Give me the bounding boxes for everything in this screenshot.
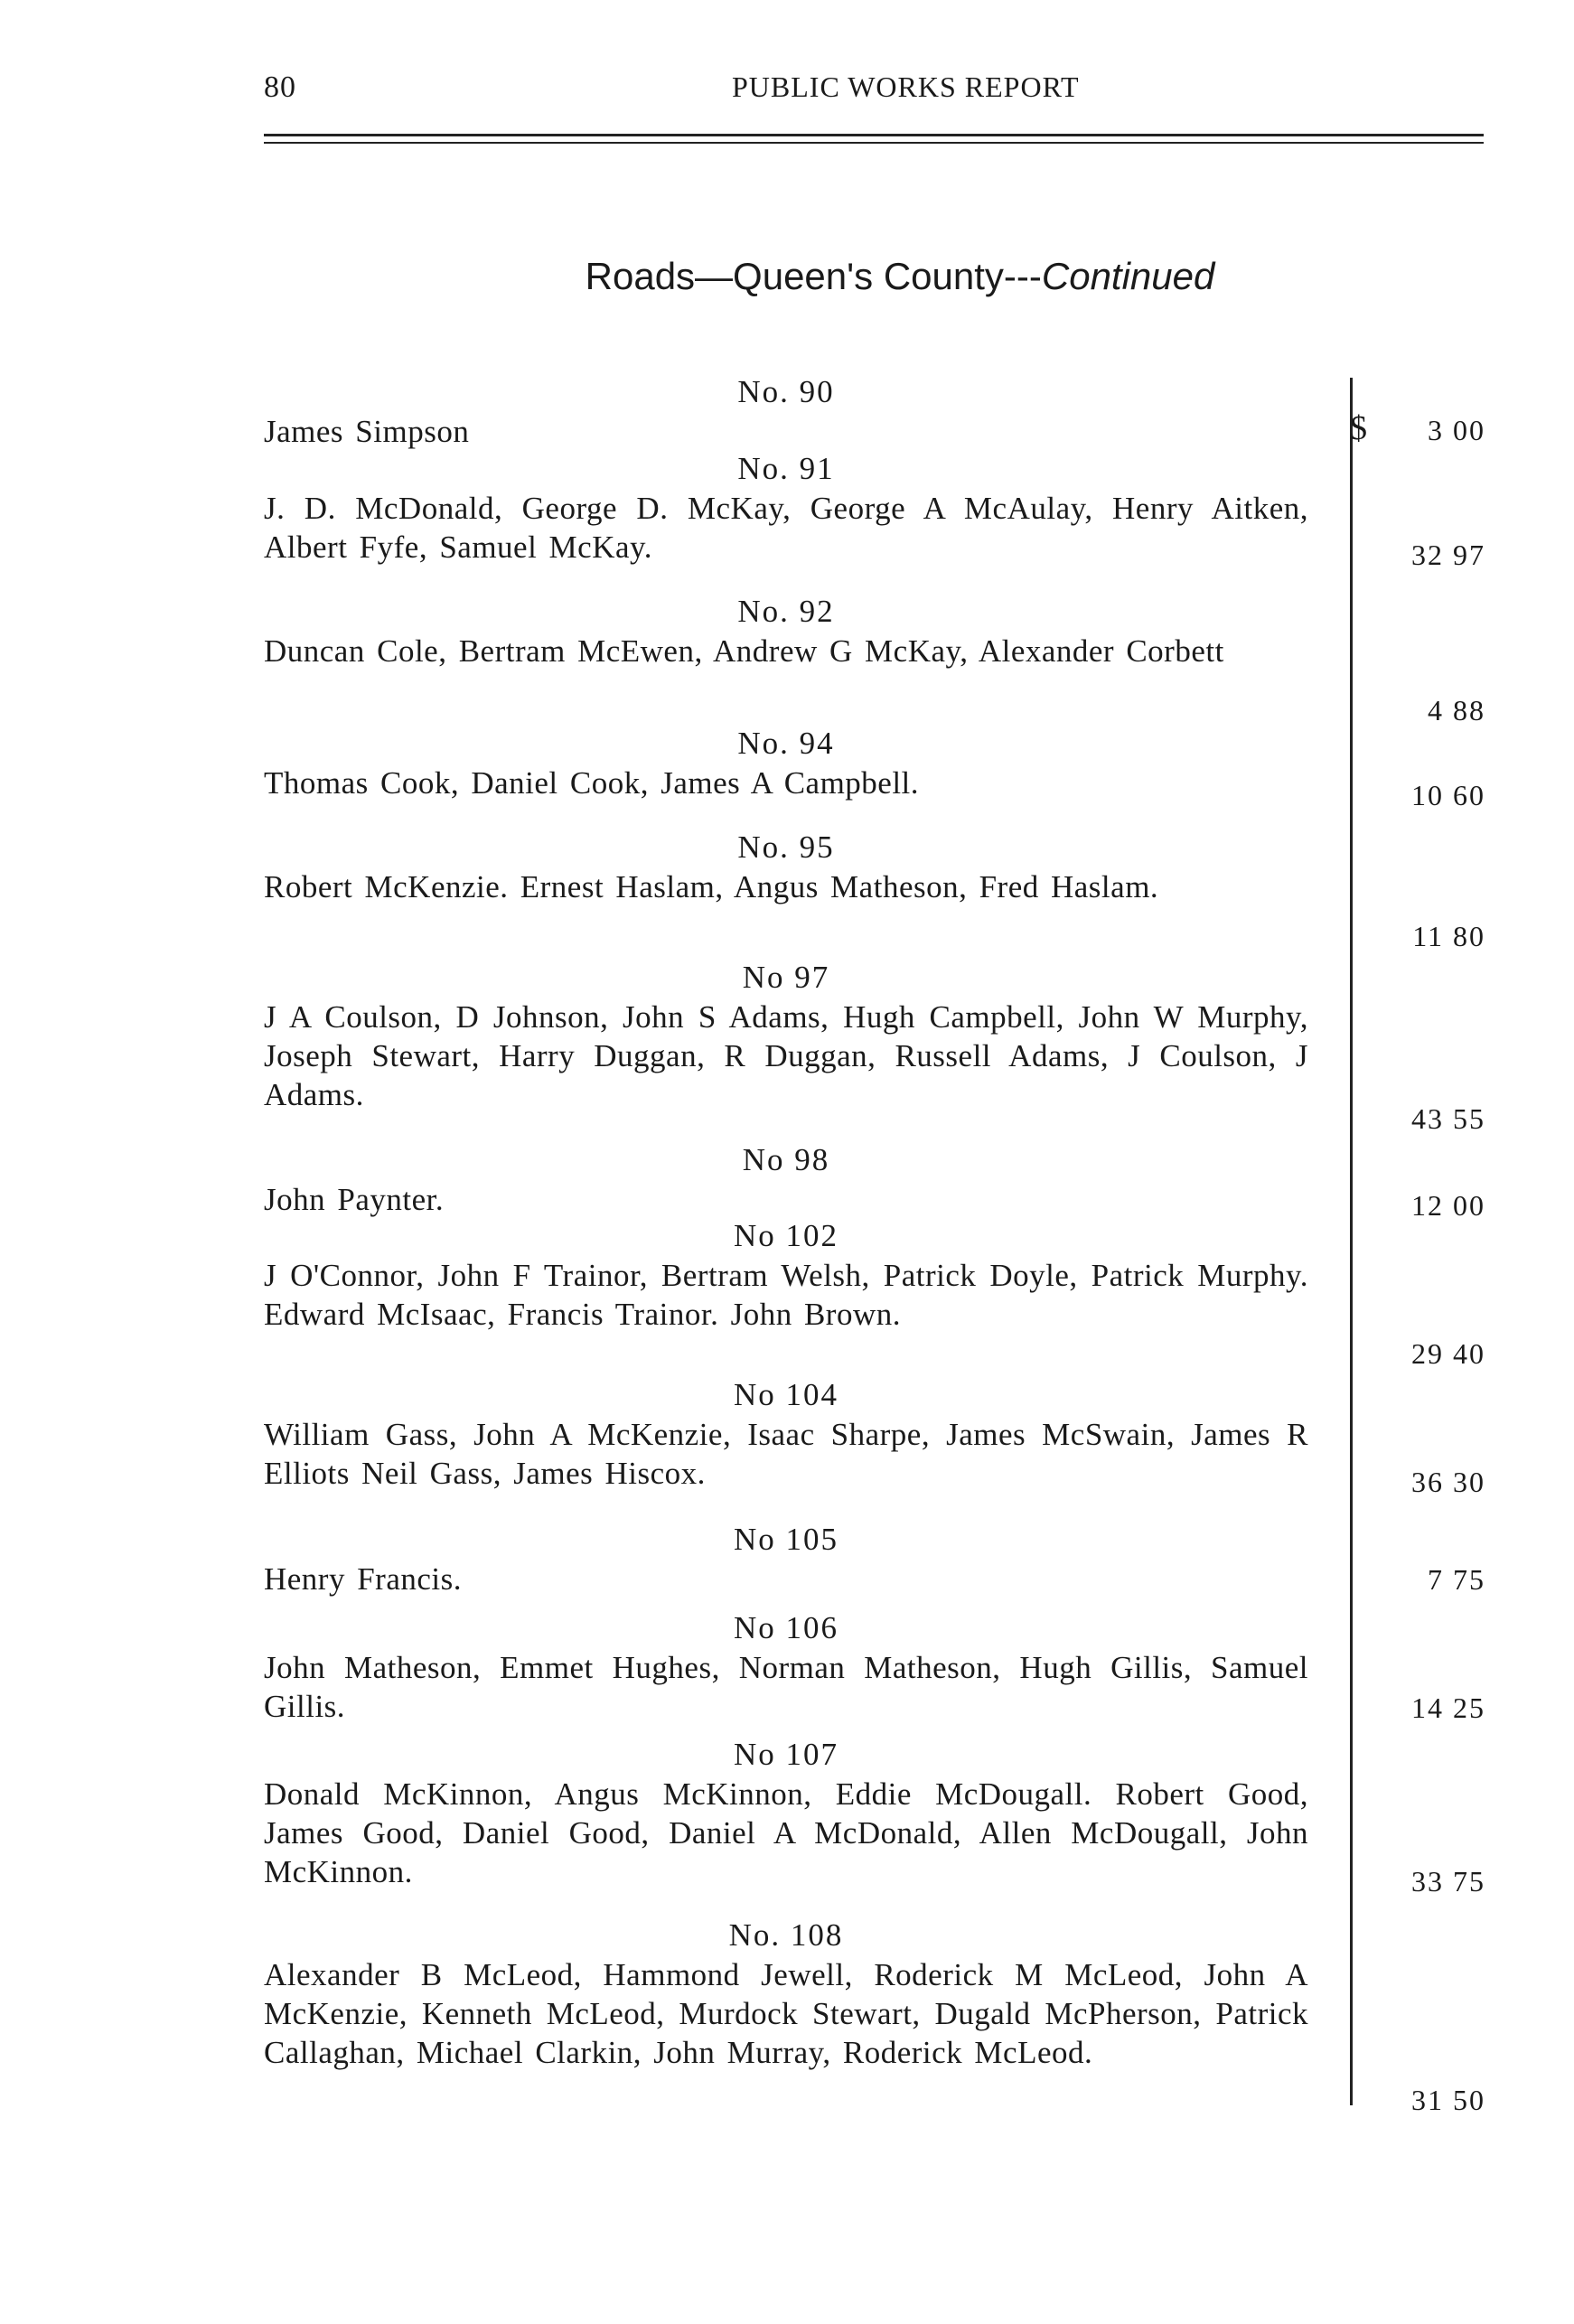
road-entry-90 <box>264 372 1308 451</box>
dollar-sign: $ <box>1350 409 1367 447</box>
road-number: No. 92 <box>737 594 835 629</box>
road-workers: J. D. McDonald, George D. McKay, George A McAulay, Henry Aitken, Albert Fyfe, Samuel McKay. <box>264 491 1308 565</box>
amount-94: 10 60 <box>1411 779 1485 811</box>
amount-column-rule <box>1350 378 1353 2105</box>
road-workers: William Gass, John A McKenzie, Isaac Sharpe, James McSwain, James R Elliots Neil Gass, James Hiscox. <box>264 1417 1308 1491</box>
road-entry-102 <box>264 1216 1308 1334</box>
amount-90: 3 00 <box>1428 414 1485 446</box>
amount-107: 33 75 <box>1411 1865 1485 1898</box>
header-rule-thin <box>264 142 1484 144</box>
amount-106: 14 25 <box>1411 1691 1485 1724</box>
title-main: Roads—Queen's County--- <box>585 255 1042 297</box>
header-rule <box>264 134 1484 136</box>
title-continued: Continued <box>1041 255 1215 297</box>
road-number: No 105 <box>733 1522 839 1557</box>
road-entry-105 <box>264 1520 1308 1598</box>
road-entry-95 <box>264 828 1308 906</box>
road-number: No 107 <box>733 1737 839 1772</box>
road-number: No 104 <box>733 1377 839 1412</box>
road-number: No. 108 <box>728 1917 844 1953</box>
road-number: No 102 <box>733 1218 839 1253</box>
road-workers: John Paynter. <box>264 1182 445 1217</box>
road-workers: Donald McKinnon, Angus McKinnon, Eddie McDougall. Robert Good, James Good, Daniel Good, Daniel A McDonald, Allen McDougall, John McKinnon. <box>264 1776 1308 1889</box>
amount-108: 31 50 <box>1411 2084 1485 2116</box>
road-number: No 98 <box>742 1142 830 1177</box>
amount-95: 11 80 <box>1412 920 1485 952</box>
amount-91: 32 97 <box>1411 539 1485 571</box>
amount-97: 43 55 <box>1411 1102 1485 1135</box>
page-number: 80 <box>264 70 296 104</box>
amount-column <box>1355 0 1485 2324</box>
road-workers: John Matheson, Emmet Hughes, Norman Matheson, Hugh Gillis, Samuel Gillis. <box>264 1650 1308 1724</box>
road-workers: Thomas Cook, Daniel Cook, James A Campbell. <box>264 765 920 801</box>
road-entry-98 <box>264 1140 1308 1219</box>
road-workers: Duncan Cole, Bertram McEwen, Andrew G McKay, Alexander Corbett <box>264 633 1224 669</box>
page-title <box>0 255 1574 298</box>
road-number: No. 94 <box>737 726 835 761</box>
road-number: No. 90 <box>737 374 835 409</box>
road-workers: Robert McKenzie. Ernest Haslam, Angus Matheson, Fred Haslam. <box>264 869 1159 904</box>
road-entry-104 <box>264 1375 1308 1493</box>
running-head: PUBLIC WORKS REPORT <box>732 70 1080 103</box>
road-entry-94 <box>264 724 1308 802</box>
amount-102: 29 40 <box>1411 1337 1485 1370</box>
road-workers: Alexander B McLeod, Hammond Jewell, Roderick M McLeod, John A McKenzie, Kenneth McLeod, Murdock Stewart, Dugald McPherson, Patrick Callaghan, Michael Clarkin, John Murray, Roderick McLeod. <box>264 1957 1308 2070</box>
road-entry-107 <box>264 1735 1308 1891</box>
road-workers: Henry Francis. <box>264 1561 463 1597</box>
road-number: No 106 <box>733 1610 839 1645</box>
road-entry-108 <box>264 1916 1308 2072</box>
amount-104: 36 30 <box>1411 1466 1485 1498</box>
amount-98: 12 00 <box>1411 1189 1485 1222</box>
road-entry-91 <box>264 449 1308 567</box>
road-number: No. 95 <box>737 829 835 865</box>
road-workers: J O'Connor, John F Trainor, Bertram Welsh, Patrick Doyle, Patrick Murphy. Edward McIsaac, Francis Trainor. John Brown. <box>264 1258 1308 1332</box>
road-entry-97 <box>264 958 1308 1114</box>
road-entry-92 <box>264 592 1308 670</box>
road-workers: James Simpson <box>264 414 470 449</box>
road-number: No 97 <box>742 960 830 995</box>
road-workers: J A Coulson, D Johnson, John S Adams, Hugh Campbell, John W Murphy, Joseph Stewart, Harry Duggan, R Duggan, Russell Adams, J Coulson, J Adams. <box>264 999 1308 1112</box>
amount-105: 7 75 <box>1428 1563 1485 1596</box>
road-entry-106 <box>264 1608 1308 1726</box>
road-number: No. 91 <box>737 451 835 486</box>
amount-92: 4 88 <box>1428 694 1485 726</box>
